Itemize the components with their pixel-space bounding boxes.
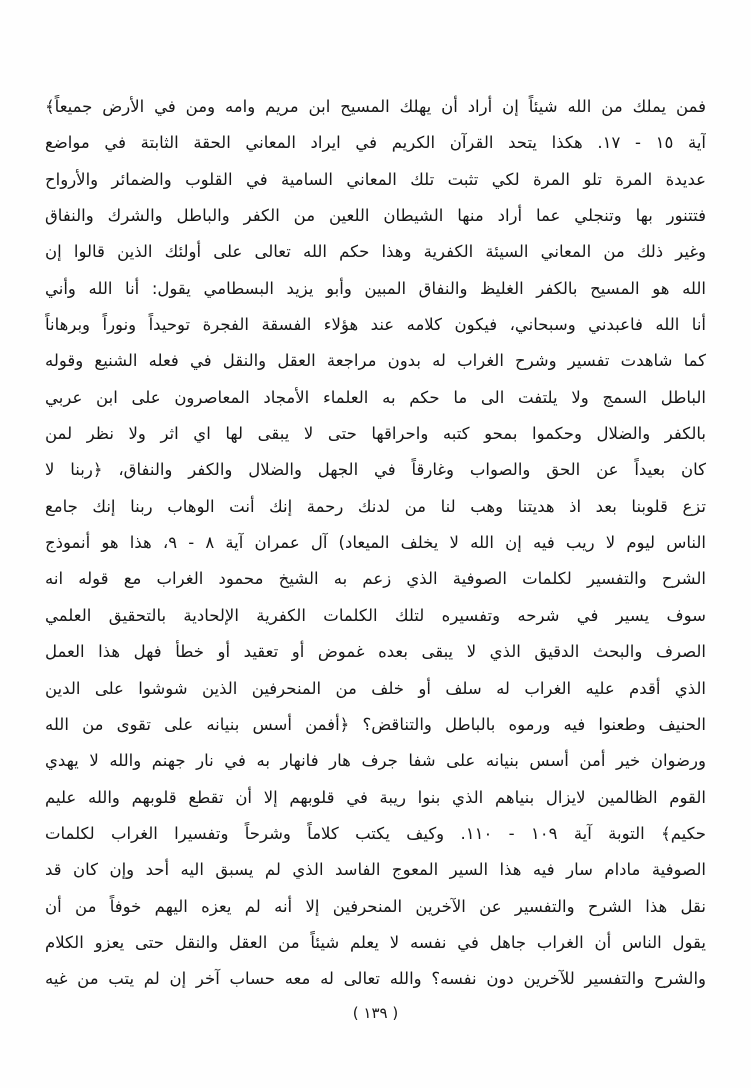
text-line: آية ١٥ - ١٧. هكذا يتحد القرآن الكريم في ايراد المعاني الحقة الثابتة في مواضع: [45, 133, 706, 153]
text-line: الباطل السمج ولا يلتفت الى ما حكم به العلماء الأمجاد المعاصرون على ابن عربي: [45, 387, 706, 407]
text-line: الله هو المسيح بالكفر الغليظ والنفاق المبين وأبو يزيد البسطامي يقول: أنا الله وأني: [45, 278, 706, 298]
text-line: أنا الله فاعبدني وسبحاني، فيكون كلامه عند هؤلاء الفسقة الفجرة توحيداً ونوراً وبرهاناً: [45, 315, 706, 335]
text-line: سوف يسير في شرحه وتفسيره لتلك الكلمات الكفرية الإلحادية بالتحقيق العلمي: [45, 605, 706, 625]
text-line: الشرح والتفسير لكلمات الصوفية الذي زعم به الشيخ محمود الغراب مع قوله انه: [45, 569, 706, 589]
text-line: الحنيف وطعنوا فيه ورموه بالباطل والتناقض؟ ﴿أفمن أسس بنيانه على تقوى من الله: [45, 714, 706, 734]
page-number: ( ١٣٩ ): [352, 1004, 399, 1022]
text-line: ورضوان خير أمن أسس بنيانه على شفا جرف هار فانهار به في نار جهنم والله لا يهدي: [45, 751, 706, 771]
text-line: يقول الناس أن الغراب جاهل في نفسه لا يعلم شيئاً من العقل والنقل حتى يعزو الكلام: [45, 932, 706, 952]
text-line: بالكفر والضلال وحكموا بمحو كتبه واحراقها حتى لا يبقى لها اي اثر ولا نظر لمن: [45, 424, 706, 444]
text-line: وغير ذلك من المعاني السيئة الكفرية وهذا حكم الله تعالى على أولئك الذين قالوا إن: [45, 242, 706, 262]
text-line: نقل هذا الشرح والتفسير عن الآخرين المنحرفين إلا أنه لم يعزه اليهم خوفاً من أن: [45, 896, 706, 916]
text-line: الصرف والبحث الدقيق الذي لا يبقى بعده غموض أو تعقيد أو خطأ فهل هذا العمل: [45, 642, 706, 662]
text-line: كان بعيداً عن الحق والصواب وغارقاً في الجهل والضلال والكفر والنفاق، ﴿ربنا لا: [45, 460, 706, 480]
text-line: فتتنور بها وتنجلي عما أراد منها الشيطان اللعين من الكفر والباطل والشرك والنفاق: [45, 206, 706, 226]
text-line: حكيم﴾ التوبة آية ١٠٩ - ١١٠. وكيف يكتب كلاماً وشرحاً وتفسيرا الغراب لكلمات: [45, 823, 706, 843]
text-line: القوم الظالمين لايزال بنياهم الذي بنوا ريبة في قلوبهم إلا أن تقطع قلوبهم والله عليم: [45, 787, 706, 807]
body-text: [45, 89, 706, 998]
text-line: والشرح والتفسير للآخرين دون نفسه؟ والله تعالى له معه حساب آخر إن لم يتب من غيه: [45, 969, 706, 989]
text-line: فمن يملك من الله شيئاً إن أراد أن يهلك المسيح ابن مريم وامه ومن في الأرض جميعاً﴾: [45, 97, 706, 116]
text-line: الصوفية مادام سار فيه هذا السير المعوج الفاسد الذي لم يسبق اليه أحد وإن كان قد: [45, 860, 706, 880]
text-line: الذي أقدم عليه الغراب له سلف أو خلف من المنحرفين الذين شوشوا على الدين: [45, 678, 706, 698]
text-line: الناس ليوم لا ريب فيه إن الله لا يخلف الميعاد) آل عمران آية ٨ - ٩، هذا هو أنموذج: [45, 533, 706, 553]
text-line: تزع قلوبنا بعد اذ هديتنا وهب لنا من لدنك رحمة إنك أنت الوهاب ربنا إنك جامع: [45, 496, 706, 516]
text-line: كما شاهدت تفسير وشرح الغراب له بدون مراجعة العقل والنقل في فعله الشنيع وقوله: [45, 351, 706, 371]
text-line: عديدة المرة تلو المرة لكي تثبت تلك المعاني السامية في القلوب والضمائر والأرواح: [45, 169, 706, 189]
